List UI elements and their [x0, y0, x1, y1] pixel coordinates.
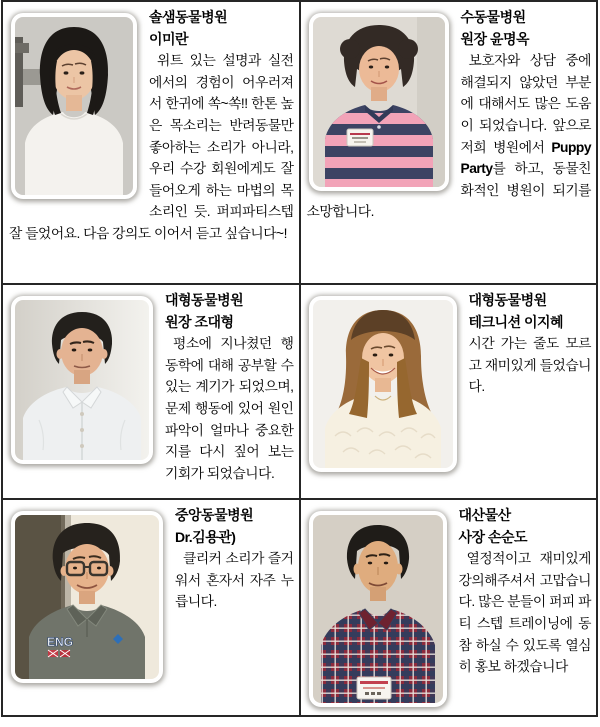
testimonial-text: 위트 있는 설명과 실전에서의 경험이 어우러져서 한귀에 쏙~쏙!! 한톤 높은 목소리는 반려동물만 좋아하는 소리가 아니라, 우리 수강 회원에게도 잘 들어오게 하는 마법의 목소리인 듯. 퍼피파티스텝 잘 들었어요. 다음 강의도 이어서 듣고 싶습니다~!: [9, 53, 294, 241]
person-name: 원장 조대형: [165, 313, 234, 330]
testimonial-cell-4: [300, 284, 598, 499]
person-name: 이미란: [149, 30, 189, 47]
portrait-photo-frame: [309, 296, 457, 472]
org-name: 대형동물병원: [165, 292, 244, 308]
testimonial-cell-5: [2, 499, 300, 716]
testimonial-table: [1, 0, 598, 717]
portrait-photo-frame: [11, 511, 163, 683]
org-name: 중앙동물병원: [175, 507, 254, 523]
svg-text:ENG: ENG: [47, 635, 74, 649]
woman-black-bob-portrait: [15, 17, 133, 195]
person-name: 테크니션 이지혜: [468, 313, 564, 330]
man-glasses-gray-polo-portrait: [15, 515, 159, 679]
testimonial-cell-6: [300, 499, 598, 716]
person-name: 사장 손순도: [458, 528, 528, 545]
portrait-photo-frame: [309, 13, 449, 191]
org-name: 대산물산: [458, 507, 511, 523]
testimonial-text: 열정적이고 재미있게 강의해주셔서 고맙습니다. 많은 분들이 퍼피 파티 스텝 트레이닝에 동참 하실 수 있도록 열심히 홍보 하겠습니다: [458, 551, 591, 675]
portrait-photo-frame: [11, 296, 153, 464]
portrait-photo-frame: [309, 511, 447, 707]
person-name: 원장 윤명옥: [460, 30, 530, 47]
testimonial-cell-2: [300, 1, 598, 284]
org-name: 수동물병원: [460, 9, 526, 25]
person-name: Dr.김용관): [175, 528, 236, 545]
woman-brown-hair-portrait: [313, 300, 453, 468]
org-name: 대형동물병원: [468, 292, 547, 308]
portrait-photo-frame: [11, 13, 137, 199]
testimonial-text: 클리커 소리가 즐거워서 혼자서 자주 누릅니다.: [175, 551, 294, 610]
woman-striped-polo-portrait: [313, 17, 445, 187]
testimonial-cell-1: [2, 1, 300, 284]
testimonial-text: 시간 가는 줄도 모르고 재미있게 들었습니다.: [468, 336, 591, 395]
org-name: 솔샘동물병원: [149, 9, 228, 25]
testimonial-text: 평소에 지나쳤던 행동학에 대해 공부할 수 있는 계기가 되었으며, 문제 행동에 있어 원인 파악이 얼마나 중요한지를 다시 짚어 보는 기회가 되었습니다.: [165, 336, 294, 481]
man-light-blue-shirt-portrait: [15, 300, 149, 460]
man-plaid-shirt-portrait: [313, 515, 443, 703]
testimonial-text: 보호자와 상담 중에 해결되지 않았던 부분에 대해서도 많은 도움이 되었습니다. 앞으로 저희 병원에서 Puppy Party를 하고, 동물친화적인 병원이 되기를 소망합니다.: [306, 53, 591, 220]
testimonial-cell-3: [2, 284, 300, 499]
